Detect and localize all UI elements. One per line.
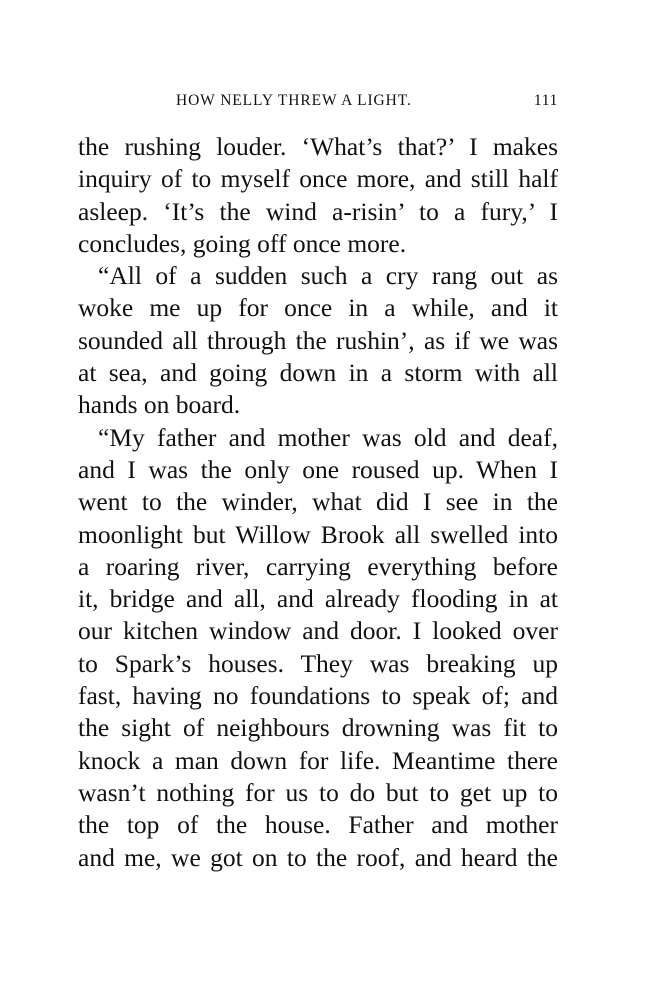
text-line: went to the winder, what did I see in the [78, 487, 558, 517]
text-line: inquiry of to myself once more, and still half [78, 164, 558, 194]
text-line: to Spark’s houses. They was breaking up [78, 648, 558, 678]
page-header [78, 92, 558, 116]
text-line: a roaring river, carrying everything before [78, 551, 558, 581]
text-line: it, bridge and all, and already flooding in at [78, 584, 558, 614]
text-line: wasn’t nothing for us to do but to get up to [78, 777, 558, 807]
page-number: 111 [533, 92, 558, 109]
text-line: moonlight but Willow Brook all swelled into [78, 519, 558, 549]
text-line: the rushing louder. ‘What’s that?’ I makes [78, 132, 558, 161]
text-line: sounded all through the rushin’, as if we was [78, 325, 558, 355]
text-line: the top of the house. Father and mother [78, 810, 558, 840]
text-line: and me, we got on to the roof, and heard the [78, 842, 558, 872]
paragraph-first-line: “My father and mother was old and deaf, [98, 422, 558, 452]
text-line: hands on board. [78, 390, 241, 420]
text-line: concludes, going off once more. [78, 228, 407, 258]
text-line: the sight of neighbours drowning was fit to [78, 713, 558, 743]
text-line: knock a man down for life. Meantime there [78, 745, 558, 775]
paragraph-first-line: “All of a sudden such a cry rang out as [98, 261, 558, 291]
text-line: our kitchen window and door. I looked over [78, 616, 558, 646]
text-line: and I was the only one roused up. When I [78, 454, 558, 484]
text-line: at sea, and going down in a storm with all [78, 358, 558, 388]
text-line: asleep. ‘It’s the wind a-risin’ to a fury,’ I [78, 196, 558, 226]
body-text [78, 131, 558, 874]
running-head: HOW NELLY THREW A LIGHT. [176, 92, 412, 109]
text-line: fast, having no foundations to speak of; and [78, 681, 558, 711]
text-line: woke me up for once in a while, and it [78, 293, 558, 323]
